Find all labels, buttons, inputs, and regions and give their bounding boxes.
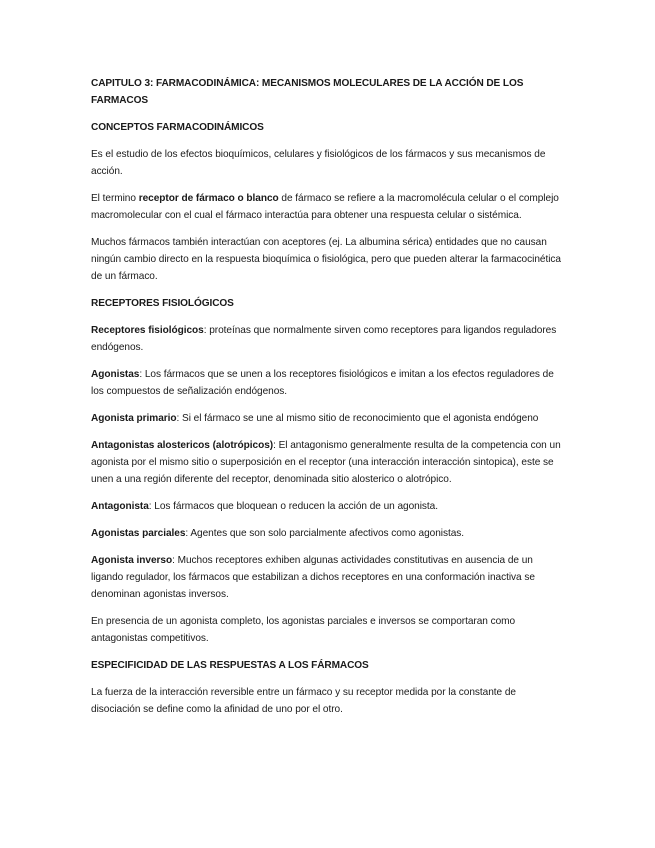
paragraph-text: de fármaco se refiere a la macromolécula celular o el complejo macromolecular con el cual el fármaco interactúa para obtener una respuesta celular o sistémica. <box>91 193 559 221</box>
term-bold: Antagonista <box>91 501 149 512</box>
paragraph-agonista-completo <box>91 613 566 647</box>
paragraph-text: : El antagonismo generalmente resulta de la competencia con un agonista por el mismo sitio o superposición en el receptor (una interacción interacción sintopica), este se unen a una región diferente del receptor, denominada sitio alosterico o alotrópico. <box>91 440 561 485</box>
paragraph-text: : Los fármacos que se unen a los receptores fisiológicos e imitan a los efectos reguladores de los compuestos de señalización endógenos. <box>91 369 554 397</box>
paragraph-text: Muchos fármacos también interactúan con aceptores (ej. La albumina sérica) entidades que no causan ningún cambio directo en la respuesta bioquímica o fisiológica, pero que pueden alterar la farmacocinética de un fármaco. <box>91 237 561 282</box>
paragraph-antagonistas-alostericos <box>91 437 566 488</box>
paragraph-text: : Los fármacos que bloquean o reducen la acción de un agonista. <box>148 501 438 512</box>
paragraph-agonistas-parciales <box>91 525 566 542</box>
paragraph-text: : Muchos receptores exhiben algunas actividades constitutivas en ausencia de un ligando regulador, los fármacos que estabilizan a dichos receptores en una conformación inactiva se denominan agonistas inversos. <box>91 555 535 600</box>
paragraph-text: : proteínas que normalmente sirven como receptores para ligandos reguladores endógenos. <box>91 325 557 353</box>
paragraph-definicion <box>91 146 566 180</box>
paragraph-aceptores <box>91 234 566 285</box>
paragraph-text: : Agentes que son solo parcialmente afectivos como agonistas. <box>185 528 465 539</box>
paragraph-text: La fuerza de la interacción reversible entre un fármaco y su receptor medida por la constante de disociación se define como la afinidad de uno por el otro. <box>91 687 516 715</box>
section-heading-receptores: RECEPTORES FISIOLÓGICOS <box>91 298 234 309</box>
section-heading-especificidad: ESPECIFICIDAD DE LAS RESPUESTAS A LOS FÁRMACOS <box>91 660 369 671</box>
paragraph-antagonista <box>91 498 566 515</box>
paragraph-text: : Si el fármaco se une al mismo sitio de reconocimiento que el agonista endógeno <box>176 413 539 424</box>
paragraph-text: Es el estudio de los efectos bioquímicos, celulares y fisiológicos de los fármacos y sus mecanismos de acción. <box>91 149 546 177</box>
paragraph-text: En presencia de un agonista completo, los agonistas parciales e inversos se comportaran como antagonistas competitivos. <box>91 616 516 644</box>
paragraph-afinidad <box>91 684 566 718</box>
term-bold: Antagonistas alostericos (alotrópicos) <box>91 440 274 451</box>
paragraph-agonista-primario <box>91 410 566 427</box>
chapter-title: CAPITULO 3: FARMACODINÁMICA: MECANISMOS MOLECULARES DE LA ACCIÓN DE LOS FARMACOS <box>91 78 524 106</box>
document-body <box>91 75 566 728</box>
paragraph-receptor <box>91 190 566 224</box>
paragraph-prefix: El termino <box>91 193 139 204</box>
paragraph-agonistas <box>91 366 566 400</box>
section-heading-conceptos: CONCEPTOS FARMACODINÁMICOS <box>91 122 264 133</box>
paragraph-agonista-inverso <box>91 552 566 603</box>
term-bold: receptor de fármaco o blanco <box>138 193 279 204</box>
term-bold: Agonistas <box>91 369 140 380</box>
term-bold: Agonista primario <box>91 413 177 424</box>
paragraph-receptores-fisiologicos <box>91 322 566 356</box>
term-bold: Agonista inverso <box>91 555 173 566</box>
term-bold: Agonistas parciales <box>91 528 186 539</box>
term-bold: Receptores fisiológicos <box>91 325 204 336</box>
